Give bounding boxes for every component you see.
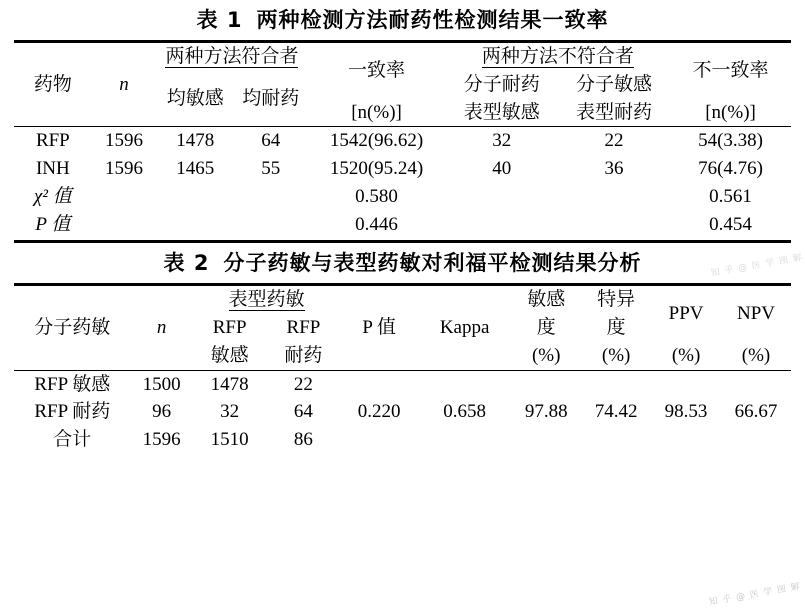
table2-cell-spec: 74.42 <box>594 401 638 423</box>
table1-cell-agree-res <box>234 211 307 239</box>
table2-cell-n: 1596 <box>142 429 181 450</box>
table2-title-number: 表 2 <box>163 251 210 276</box>
table2-title <box>14 243 791 283</box>
table2-cell-kappa <box>418 370 511 398</box>
table1-header-rate-unit: [n(%)] <box>351 101 402 123</box>
table1-cell-disrate: 54(3.38) <box>670 127 791 155</box>
table2-cell-sens <box>511 426 581 454</box>
table2-header-group-pheno-label: 表型药敏 <box>228 289 305 311</box>
table1-cell-agree-res <box>234 183 307 211</box>
table2-cell-pheno-res: 22 <box>267 370 341 398</box>
table1-header-drug: 药物 <box>14 42 92 127</box>
table1-cell-dis1: 40 <box>492 158 512 179</box>
table2-header-npv-line1: NPV <box>721 285 791 342</box>
table1-header-group-disagree <box>446 42 670 71</box>
table1-header-agree-sens: 均敏感 <box>166 87 224 109</box>
table2-cell-npv: 66.67 <box>734 401 778 423</box>
table-row <box>14 183 791 211</box>
table1-cell-drug: χ² 值 <box>33 185 72 207</box>
table1-header-group-agree <box>156 42 307 71</box>
table2-header-sens-unit: (%) <box>531 344 561 366</box>
table1 <box>14 40 791 238</box>
table2-header-p: P 值 <box>340 285 418 370</box>
table1-title-text: 两种检测方法耐药性检测结果一致率 <box>256 8 609 32</box>
table2-cell-spec <box>581 426 651 454</box>
table1-cell-n: 1596 <box>105 158 144 179</box>
table2-title-text: 分子药敏与表型药敏对利福平检测结果分析 <box>223 251 642 276</box>
table1-header-disrate-unit: [n(%)] <box>705 101 756 123</box>
table1-cell-drug: RFP <box>14 127 92 155</box>
table2-cell-pheno-sens: 1478 <box>193 370 267 398</box>
table1-cell-dis2: 36 <box>604 158 624 179</box>
table2-header-pheno-res-line2: 耐药 <box>284 344 323 366</box>
table1-cell-drug: P 值 <box>35 213 71 235</box>
watermark-upper: 知 乎 @ 医 学 图 解 <box>709 252 804 279</box>
table2-header-n: n <box>131 285 193 370</box>
table2-header-spec-unit: (%) <box>601 344 631 366</box>
table1-cell-rate: 0.580 <box>355 185 398 207</box>
table1-header-dis2-line1: 分子敏感 <box>575 73 652 95</box>
table2-cell-npv <box>721 370 791 398</box>
table1-cell-dis1: 32 <box>446 127 558 155</box>
table2-header-pheno-sens-line2: 敏感 <box>210 344 249 366</box>
table2-cell-sens <box>511 370 581 398</box>
table2 <box>14 283 791 454</box>
table2-cell-pheno-sens: 32 <box>220 401 240 423</box>
table-row <box>14 426 791 454</box>
table1-cell-rate: 1520(95.24) <box>329 158 424 179</box>
table2-cell-n: 1500 <box>131 370 193 398</box>
table1-cell-agree-sens <box>156 183 234 211</box>
table2-cell-sens: 97.88 <box>524 401 568 423</box>
table2-cell-p <box>340 426 418 454</box>
table1-cell-dis1 <box>446 211 558 239</box>
table2-cell-p <box>340 370 418 398</box>
table2-header-sens-line2: 度 <box>536 317 556 338</box>
table2-cell-mol: RFP 耐药 <box>34 401 111 423</box>
table2-cell-ppv <box>651 426 721 454</box>
table1-cell-n <box>92 211 157 239</box>
table1-cell-dis2 <box>558 183 670 211</box>
table1-cell-n <box>92 183 157 211</box>
table1-title-number: 表 1 <box>196 8 243 32</box>
table2-header-ppv-unit: (%) <box>671 344 701 366</box>
table-row <box>14 211 791 239</box>
table1-header-n: n <box>92 42 157 127</box>
table1-cell-agree-sens <box>156 211 234 239</box>
table2-header-mol: 分子药敏 <box>14 285 131 370</box>
table1-cell-disrate: 0.454 <box>709 213 752 235</box>
table2-header-pheno-res-line1: RFP <box>286 317 321 338</box>
table1-cell-disrate: 76(4.76) <box>698 158 763 179</box>
table2-cell-n: 96 <box>152 401 172 423</box>
table1-cell-drug: INH <box>35 158 70 179</box>
table1-header-rate: 一致率 <box>307 42 445 99</box>
table1-cell-agree-res: 64 <box>234 127 307 155</box>
table-row <box>14 370 791 398</box>
table1-cell-dis1 <box>446 183 558 211</box>
table2-cell-spec <box>581 370 651 398</box>
table2-header-npv-unit: (%) <box>741 344 771 366</box>
table-row <box>14 398 791 426</box>
table1-header-agree-res: 均耐药 <box>242 87 300 109</box>
table1-cell-agree-sens: 1465 <box>176 158 215 179</box>
table2-header-ppv-line1: PPV <box>651 285 721 342</box>
table2-header-kappa: Kappa <box>418 285 511 370</box>
table1-cell-rate: 1542(96.62) <box>307 127 445 155</box>
table2-cell-ppv <box>651 370 721 398</box>
table-row <box>14 155 791 183</box>
table2-header-sens-line1: 敏感 <box>511 285 581 314</box>
table2-header-spec-line1: 特异 <box>581 285 651 314</box>
table1-header-dis1-line1: 分子耐药 <box>463 73 540 95</box>
table2-cell-pheno-sens: 1510 <box>210 429 249 450</box>
table1-header-group-disagree-label: 两种方法不符合者 <box>481 46 634 67</box>
table2-cell-npv <box>721 426 791 454</box>
table2-cell-kappa <box>418 426 511 454</box>
table1-header-dis2-line2: 表型耐药 <box>575 101 652 123</box>
table1-cell-n: 1596 <box>92 127 157 155</box>
table1-cell-dis2 <box>558 211 670 239</box>
table2-cell-mol: RFP 敏感 <box>14 370 131 398</box>
table2-cell-mol: 合计 <box>53 429 92 450</box>
table1-header-disrate: 不一致率 <box>670 42 791 99</box>
table1-header-group-agree-label: 两种方法符合者 <box>165 46 299 67</box>
table2-cell-pheno-res: 64 <box>293 401 313 423</box>
table2-header-group-pheno <box>193 285 341 314</box>
table1-header-row-1 <box>14 42 791 71</box>
table-row <box>14 127 791 155</box>
table2-header-spec-line2: 度 <box>606 317 626 338</box>
table2-cell-pheno-res: 86 <box>293 429 313 450</box>
table2-cell-kappa: 0.658 <box>443 401 486 423</box>
table1-cell-disrate: 0.561 <box>709 185 752 207</box>
table1-header-dis1-line2: 表型敏感 <box>463 101 540 123</box>
table1-cell-rate: 0.446 <box>355 213 398 235</box>
table2-cell-ppv: 98.53 <box>664 401 708 423</box>
watermark-lower: 知 乎 @ 医 学 图 解 <box>707 581 802 608</box>
table2-header-row-1 <box>14 285 791 314</box>
table1-cell-agree-res: 55 <box>261 158 281 179</box>
table1-cell-agree-sens: 1478 <box>156 127 234 155</box>
table1-title <box>14 0 791 40</box>
table1-cell-dis2: 22 <box>558 127 670 155</box>
table2-cell-p: 0.220 <box>357 401 401 423</box>
table2-header-pheno-sens-line1: RFP <box>212 317 247 338</box>
